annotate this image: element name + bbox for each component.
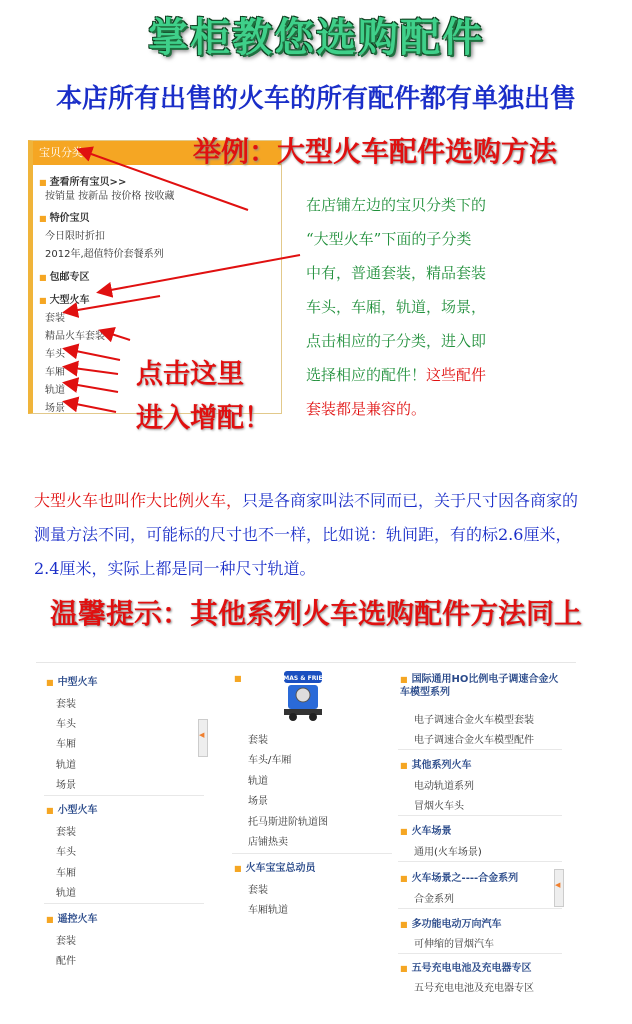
- example-title: 举例：大型火车配件选购方法: [193, 135, 558, 168]
- list-item[interactable]: 车厢轨道: [248, 905, 288, 916]
- explain-line: 在店铺左边的宝贝分类下的: [306, 196, 487, 214]
- list-item[interactable]: 套装: [248, 885, 268, 896]
- list-item[interactable]: 场景: [56, 780, 76, 791]
- thomas-logo[interactable]: [269, 669, 337, 723]
- arrow: [66, 296, 160, 312]
- list-item[interactable]: 电子调速合金火车模型配件: [414, 735, 534, 746]
- sidebar-item-carriage[interactable]: 车厢: [45, 367, 65, 378]
- divider: [398, 749, 562, 750]
- list-item[interactable]: 场景: [248, 796, 268, 807]
- category-train-babies[interactable]: ■ 火车宝宝总动员: [234, 859, 316, 874]
- category-train-scenes[interactable]: ■ 火车场景: [400, 822, 452, 837]
- sidebar-item-specials[interactable]: ■ 特价宝贝: [39, 209, 90, 224]
- divider: [398, 861, 562, 862]
- category-ho-scale[interactable]: ■ 国际通用HO比例电子调速合金火车模型系列: [400, 673, 566, 699]
- collapse-tab[interactable]: [198, 719, 208, 757]
- sidebar-item-free-shipping[interactable]: ■ 包邮专区: [39, 268, 90, 283]
- list-item[interactable]: 套装: [56, 827, 76, 838]
- list-item[interactable]: 配件: [56, 956, 76, 967]
- explain-end: 套装都是兼容的。: [306, 400, 427, 418]
- category-rc-car[interactable]: ■ 多功能电动万向汽车: [400, 915, 502, 930]
- list-item[interactable]: 五号充电电池及充电器专区: [414, 983, 534, 994]
- collapse-tab[interactable]: [554, 869, 564, 907]
- arrow: [66, 402, 116, 412]
- list-item[interactable]: 轨道: [56, 760, 76, 771]
- explain-line: 点击相应的子分类，进入即: [306, 332, 487, 350]
- divider: [232, 853, 392, 854]
- sidebar-item-track[interactable]: 轨道: [45, 385, 65, 396]
- view-all-link[interactable]: ■ 查看所有宝贝>>: [39, 173, 126, 188]
- sidebar-item-scene[interactable]: 场景: [45, 403, 65, 414]
- sidebar-item-sets[interactable]: 套装: [45, 313, 65, 324]
- sidebar-item-2012-deals[interactable]: 2012年,超值特价套餐系列: [45, 249, 164, 260]
- category-panel-header[interactable]: 宝贝分类: [33, 141, 281, 165]
- size-note: [34, 484, 590, 586]
- explain-red: 这些配件: [426, 366, 487, 384]
- list-item[interactable]: 车头: [56, 847, 76, 858]
- category-medium-train[interactable]: ■ 中型火车: [46, 673, 98, 688]
- list-item[interactable]: 通用(火车场景): [414, 847, 482, 858]
- list-item[interactable]: 轨道: [248, 776, 268, 787]
- category-thomas-header: [234, 673, 246, 684]
- category-small-train[interactable]: ■ 小型火车: [46, 801, 98, 816]
- divider: [44, 903, 204, 904]
- list-item[interactable]: 轨道: [56, 888, 76, 899]
- arrow: [102, 331, 130, 340]
- list-item[interactable]: 车头/车厢: [248, 755, 292, 766]
- divider: [398, 953, 562, 954]
- list-item[interactable]: 冒烟火车头: [414, 801, 464, 812]
- category-other-trains[interactable]: ■ 其他系列火车: [400, 756, 472, 771]
- warm-tip: 温馨提示：其他系列火车选购配件方法同上: [49, 597, 582, 630]
- bottom-category-panel: [36, 662, 576, 994]
- list-item[interactable]: 车厢: [56, 739, 76, 750]
- thomas-logo-text: THOMAS & FRIENDS: [269, 675, 337, 682]
- sidebar-item-flash-sale[interactable]: 今日限时折扣: [45, 231, 105, 242]
- explain-line: “大型火车”下面的子分类: [306, 230, 472, 248]
- arrow: [66, 349, 120, 360]
- arrow: [80, 150, 248, 210]
- list-item[interactable]: 套装: [56, 699, 76, 710]
- divider: [44, 795, 204, 796]
- category-rc-train[interactable]: ■ 遥控火车: [46, 910, 98, 925]
- arrow: [100, 255, 300, 292]
- divider: [398, 908, 562, 909]
- list-item[interactable]: 合金系列: [414, 894, 454, 905]
- arrow: [66, 383, 118, 392]
- list-item[interactable]: 套装: [56, 936, 76, 947]
- category-batteries[interactable]: ■ 五号充电电池及充电器专区: [400, 959, 532, 974]
- list-item[interactable]: 店铺热卖: [248, 837, 288, 848]
- sidebar-item-locomotive[interactable]: 车头: [45, 349, 65, 360]
- page-subtitle: 本店所有出售的火车的所有配件都有单独出售: [55, 84, 576, 114]
- explain-green: 选择相应的配件！: [306, 366, 427, 384]
- explain-line: 车头，车厢，轨道，场景，: [306, 298, 487, 316]
- category-scene-alloy[interactable]: ■ 火车场景之----合金系列: [400, 869, 518, 884]
- arrow: [66, 367, 118, 374]
- sort-links[interactable]: 按销量 按新品 按价格 按收藏: [45, 191, 175, 202]
- click-here-text: 点击这里: [136, 359, 244, 390]
- explain-line: 中有，普通套装，精品套装: [306, 264, 487, 282]
- pointer-arrows: [0, 0, 632, 460]
- size-note-text: 只是各商家叫法不同而已，关于尺寸因各商家的测量方法不同，可能标的尺寸也不一样，比如说：轨间距，有的标2.6厘米，2.4厘米，实际上都是同一种尺寸轨道。: [34, 491, 579, 578]
- sidebar-item-premium-sets[interactable]: 精品火车套装: [45, 331, 105, 342]
- enter-accessories-text: 进入增配！: [136, 403, 271, 434]
- list-item[interactable]: 电动轨道系列: [414, 781, 474, 792]
- sidebar-item-large-train[interactable]: ■ 大型火车: [39, 291, 90, 306]
- page-title: 掌柜教您选购配件: [148, 15, 484, 61]
- list-item[interactable]: 托马斯进阶轨道图: [248, 817, 328, 828]
- list-item[interactable]: 电子调速合金火车模型套装: [414, 715, 534, 726]
- divider: [398, 815, 562, 816]
- list-item[interactable]: 车厢: [56, 868, 76, 879]
- list-item[interactable]: 可伸缩的冒烟汽车: [414, 939, 494, 950]
- size-note-lead: 大型火车也叫作大比例火车，: [34, 491, 243, 510]
- list-item[interactable]: 套装: [248, 735, 268, 746]
- list-item[interactable]: 车头: [56, 719, 76, 730]
